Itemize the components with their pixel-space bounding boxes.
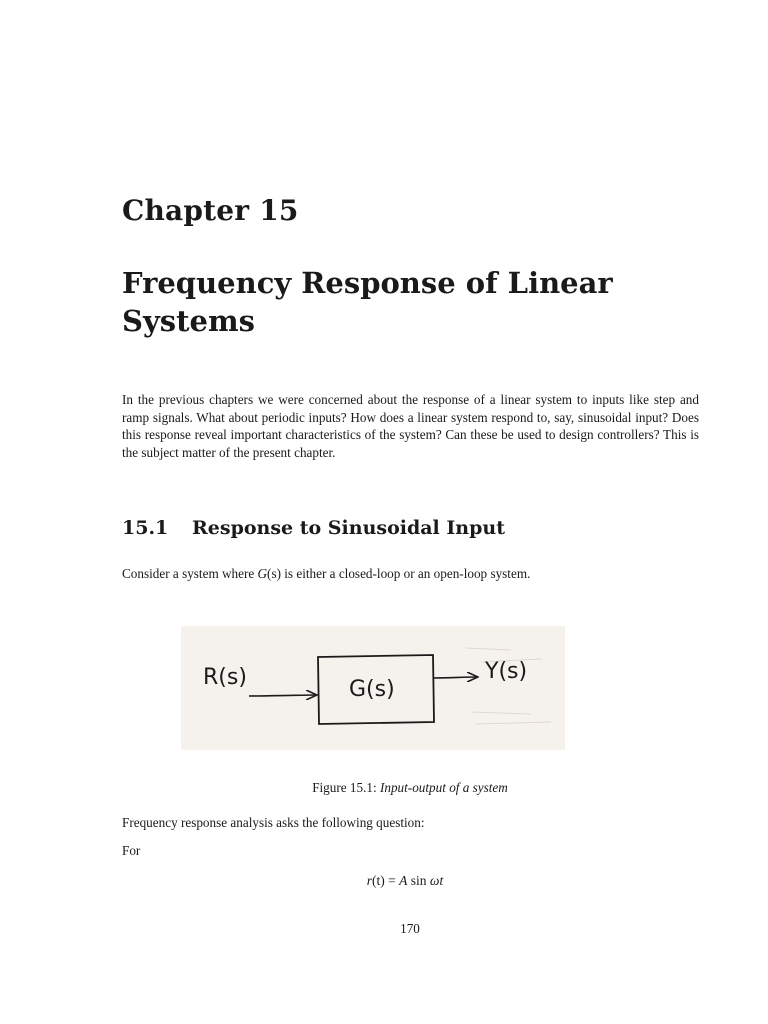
- block-diagram-figure: [181, 626, 565, 750]
- caption-prefix: Figure 15.1:: [312, 780, 377, 795]
- input-label: R(s): [203, 665, 247, 690]
- output-label: Y(s): [485, 659, 528, 684]
- for-paragraph: For: [122, 843, 141, 858]
- frequency-question-paragraph: Frequency response analysis asks the following question:: [122, 815, 425, 830]
- equation-amplitude: A: [399, 873, 408, 888]
- caption-text: Input-output of a system: [379, 780, 508, 795]
- block-diagram: [181, 626, 565, 750]
- equation-argument: ωt: [429, 873, 444, 888]
- section-heading: [122, 517, 505, 539]
- equation-equals: =: [384, 873, 400, 888]
- figure-caption: [0, 780, 768, 796]
- consider-text-after: is either a closed-loop or an open-loop system.: [280, 566, 531, 581]
- consider-symbol: G: [257, 566, 268, 581]
- block-label: G(s): [349, 677, 395, 702]
- section-title: Response to Sinusoidal Input: [192, 517, 505, 539]
- equation-lhs-var: r: [366, 873, 373, 888]
- page-number: 170: [400, 921, 420, 936]
- chapter-label: Chapter 15: [122, 194, 299, 227]
- equation-lhs-arg: (t): [372, 873, 385, 888]
- consider-symbol-arg: (s): [267, 566, 281, 581]
- section-number: 15.1: [122, 517, 169, 539]
- chapter-title: Frequency Response of Linear Systems: [122, 266, 613, 338]
- output-arrow: [434, 677, 477, 678]
- equation-function: sin: [407, 873, 430, 888]
- input-arrow: [249, 695, 316, 696]
- consider-text-before: Consider a system where: [122, 566, 258, 581]
- input-equation: [0, 873, 768, 889]
- consider-paragraph: [122, 566, 530, 582]
- intro-paragraph: In the previous chapters we were concerned about the response of a linear system to inputs like step and ramp signals. What about periodic inputs? How does a linear system respond to, say, sinusoidal input? Does this response reveal important characteristics of the system? Can these be used to design controllers? This is the subject matter of the present chapter.: [122, 392, 699, 461]
